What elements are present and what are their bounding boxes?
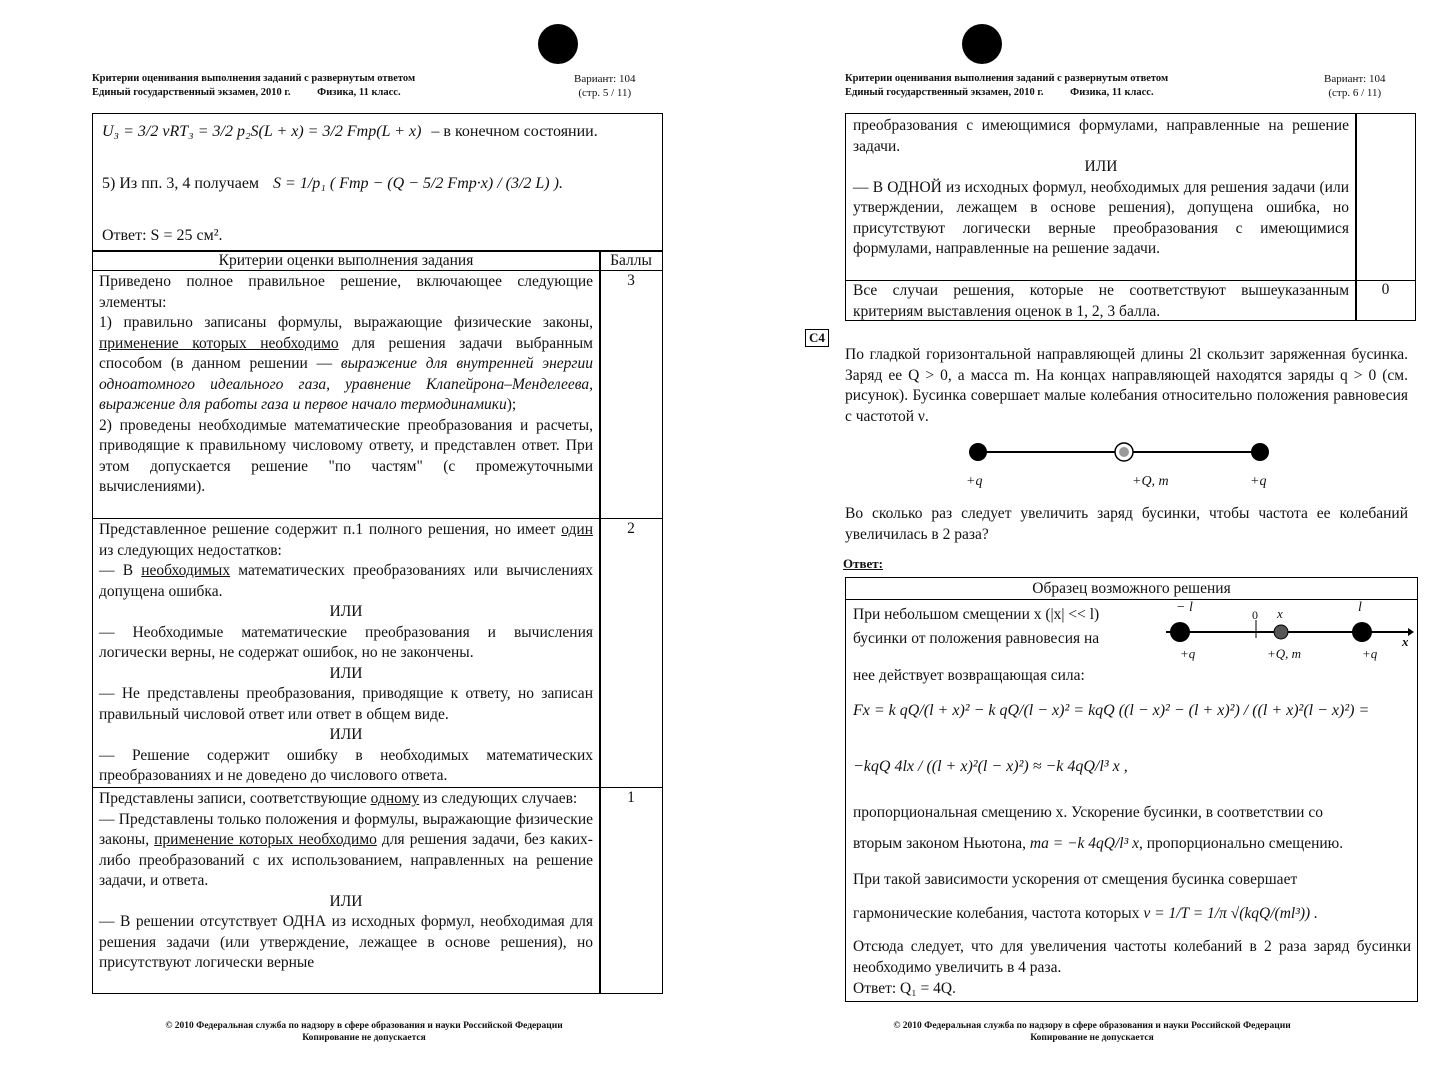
fig-label-left: +q bbox=[966, 474, 983, 489]
right-charge bbox=[1352, 622, 1372, 642]
header-subtitle: Единый государственный экзамен, 2010 г. Физика, 11 класс. bbox=[845, 87, 1154, 98]
charges-figure bbox=[958, 438, 1278, 498]
solution-text: Отсюда следует, что для увеличения частоты колебаний в 2 раза заряд бусинки необходимо увеличить в 4 раза. bbox=[853, 938, 1411, 976]
task-label: C4 bbox=[805, 329, 829, 347]
page-header bbox=[92, 72, 415, 100]
fig2-l: l bbox=[1358, 600, 1362, 615]
question-text: Во сколько раз следует увеличить заряд бусинки, чтобы частота ее колебаний увеличилась в 2 раза? bbox=[845, 505, 1408, 543]
fig2-zero: 0 bbox=[1252, 608, 1258, 622]
variant-block bbox=[1324, 72, 1386, 100]
fig-label-right: +q bbox=[1250, 474, 1267, 489]
table-row-divider bbox=[93, 787, 662, 788]
fig2-label-right: +q bbox=[1362, 646, 1378, 661]
page-footer: © 2010 Федеральная служба по надзору в сфере образования и науки Российской Федерации Копирование не допускается bbox=[165, 1021, 563, 1043]
task-text: По гладкой горизонтальной направляющей длины 2l скользит заряженная бусинка. Заряд ее Q > 0, а масса m. На концах направляющей находятся заряды q > 0 (см. рисунок). Бусинка совершает малые колебания относительно положения равновесия с частотой ν. bbox=[845, 346, 1408, 425]
solution-title: Образец возможного решения bbox=[1032, 580, 1231, 597]
fig2-label-mid: +Q, m bbox=[1267, 646, 1302, 661]
table-row: Все случаи решения, которые не соответствуют вышеуказанным критериям выставления оценок в 1, 2, 3 балла. bbox=[853, 282, 1349, 320]
bead-fill bbox=[1119, 447, 1129, 457]
table-row: Представлены записи, соответствующие одному из следующих случаев: — Представлены только положения и формулы, выражающие физические законы, применение которых необходимо для решения задачи, без каких-либо преобразований с их использованием, направленных на решение задачи, и ответа. ИЛИ — В решении отсутствует ОДНА из исходных формул, необходимая для решения задачи (или утверждение, лежащее в основе решения), но присутствуют логически верные bbox=[99, 790, 593, 971]
answer-line: Ответ: S = 25 см². bbox=[102, 227, 223, 244]
fig2-x: x bbox=[1277, 606, 1283, 621]
bead bbox=[1274, 625, 1288, 639]
solution-intro: При небольшом смещении x (|x| << l) бусинки от положения равновесия на bbox=[853, 606, 1100, 647]
row-points: 0 bbox=[1381, 281, 1390, 298]
solution-text: пропорциональная смещению x. Ускорение бусинки, в соответствии со bbox=[853, 804, 1323, 821]
page-footer: © 2010 Федеральная служба по надзору в сфере образования и науки Российской Федерации Копирование не допускается bbox=[893, 1021, 1291, 1043]
page-number: (стр. 6 / 11) bbox=[1328, 87, 1382, 99]
final-state-formula: U₃ = 3/2 νRT₃ = 3/2 p₂S(L + x) = 3/2 Fтр(L + x) – в конечном состоянии. bbox=[102, 123, 598, 140]
step5: 5) Из пп. 3, 4 получаем S = 1/p₁ ( Fтр − (Q − 5/2 Fтр·x) / (3/2 L) ). bbox=[102, 175, 563, 192]
table-row: Приведено полное правильное решение, включающее следующие элементы: 1) правильно записаны формулы, выражающие физические законы, применение которых необходимо для решения задачи выбранным способом (в данном решении — выражение для внутренней энергии одноатомного идеального газа, уравнение Клапейрона–Менделеева, выражение для работы газа и первое начало термодинамики); 2) проведены необходимые математические преобразования и расчеты, приводящие к правильному числовому ответу, и представлен ответ. При этом допускается решение "по частям" (с промежуточными вычислениями). bbox=[99, 273, 593, 495]
header-title: Критерии оценивания выполнения заданий с развернутым ответом bbox=[92, 73, 416, 84]
table-row: преобразования с имеющимися формулами, направленные на решение задачи. ИЛИ — В ОДНОЙ из исходных формул, необходимых для решения задачи (или утверждении, лежащем в основе решения), допущена ошибка, но присутствуют логически верные преобразования с имеющимися формулами, направленные на решение задачи. bbox=[853, 117, 1349, 257]
row-points: 2 bbox=[627, 520, 635, 537]
solution-text: При такой зависимости ускорения от смещения бусинка совершает bbox=[853, 871, 1298, 888]
fig2-label-left: +q bbox=[1180, 646, 1196, 661]
fig2-axis-label: x bbox=[1402, 634, 1409, 649]
variant-label: Вариант: 104 bbox=[1324, 73, 1386, 85]
left-charge bbox=[969, 443, 987, 461]
variant-block bbox=[574, 72, 636, 100]
fig2-minus-l: − l bbox=[1176, 600, 1193, 615]
page-number: (стр. 5 / 11) bbox=[578, 87, 632, 99]
punch-hole-dot bbox=[962, 24, 1002, 64]
variant-label: Вариант: 104 bbox=[574, 73, 636, 85]
left-charge bbox=[1170, 622, 1190, 642]
solution-text: гармонические колебания, частота которых ν = 1/T = 1/π √(kqQ/(ml³)) . bbox=[853, 905, 1318, 922]
answer-label: Ответ: bbox=[843, 556, 884, 571]
header-subtitle: Единый государственный экзамен, 2010 г. Физика, 11 класс. bbox=[92, 87, 401, 98]
table-column-divider bbox=[599, 251, 601, 993]
solution-answer: Ответ: Q₁ = 4Q. bbox=[853, 980, 956, 997]
criteria-table bbox=[92, 250, 663, 994]
punch-hole-dot bbox=[538, 24, 578, 64]
formula-box bbox=[92, 113, 663, 252]
page-header bbox=[845, 72, 1168, 100]
right-charge bbox=[1251, 443, 1269, 461]
force-equation-2: −kqQ 4lx / ((l + x)²(l − x)²) ≈ −k 4qQ/l³ x , bbox=[853, 758, 1128, 775]
criteria-table-continued bbox=[845, 113, 1416, 321]
solution-text: вторым законом Ньютона, ma = −k 4qQ/l³ x, пропорционально смещению. bbox=[853, 835, 1344, 852]
solution-force-intro: нее действует возвращающая сила: bbox=[853, 667, 1085, 684]
solution-title-divider bbox=[846, 599, 1417, 600]
table-row: Представленное решение содержит п.1 полного решения, но имеет один из следующих недостатков: — В необходимых математических преобразованиях или вычислениях допущена ошибка. ИЛИ — Необходимые математические преобразования и вычисления логически верны, не содержат ошибок, но не закончены. ИЛИ — Не представлены преобразования, приводящие к ответу, но записан правильный числовой ответ или ответ в общем виде. ИЛИ — Решение содержит ошибку в необходимых математических преобразованиях и не доведено до числового ответа. bbox=[99, 521, 593, 784]
right-page bbox=[728, 0, 1456, 1066]
header-title: Критерии оценивания выполнения заданий с развернутым ответом bbox=[845, 73, 1169, 84]
table-header-points: Баллы bbox=[610, 252, 652, 269]
table-row-divider bbox=[93, 518, 662, 519]
row-points: 3 bbox=[627, 272, 635, 289]
fig-label-mid: +Q, m bbox=[1132, 474, 1169, 489]
force-equation-1: Fx = k qQ/(l + x)² − k qQ/(l − x)² = kqQ ((l − x)² − (l + x)²) / ((l + x)²(l − x)²) = bbox=[853, 702, 1370, 719]
solution-box bbox=[845, 577, 1418, 1002]
row-points: 1 bbox=[627, 789, 635, 806]
table-row-divider bbox=[93, 270, 662, 271]
table-header-criteria: Критерии оценки выполнения задания bbox=[218, 252, 474, 269]
